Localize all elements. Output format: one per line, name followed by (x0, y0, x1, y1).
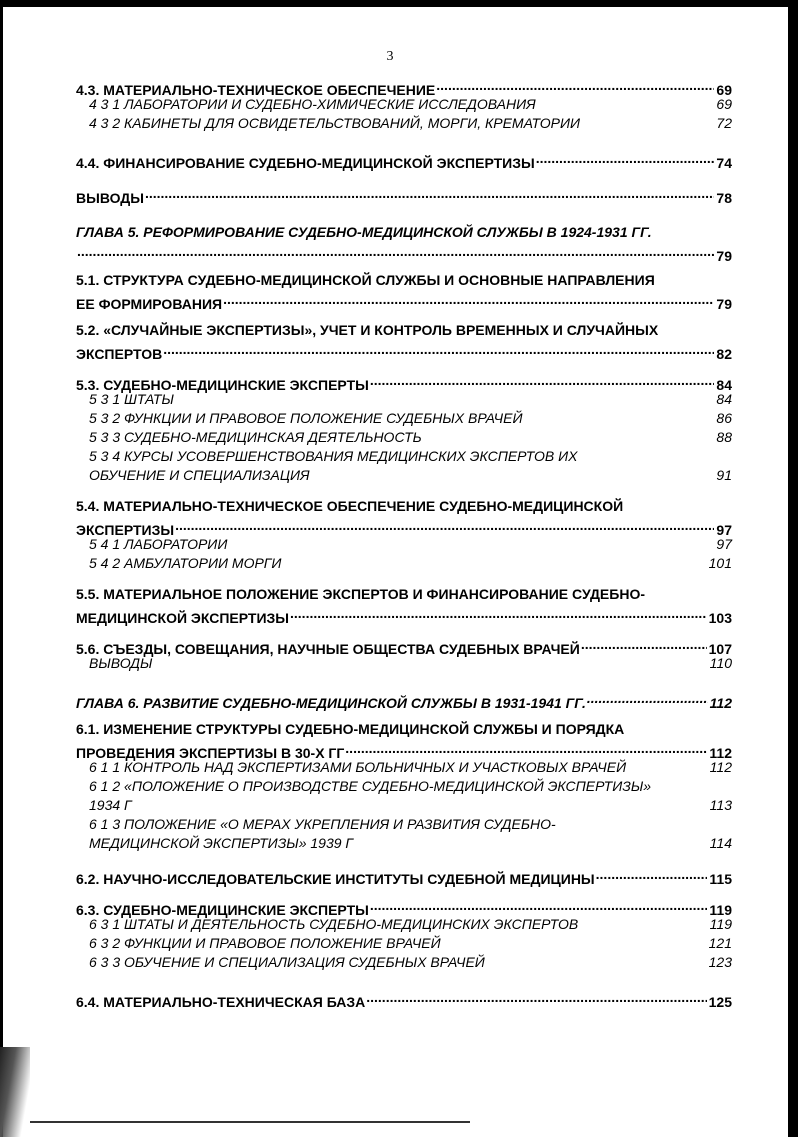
toc-subsection-5-3-2[interactable]: 5 3 2 ФУНКЦИИ И ПРАВОВОЕ ПОЛОЖЕНИЕ СУДЕБНЫХ ВРАЧЕЙ 86 (89, 410, 732, 426)
toc-conclusions-ch5[interactable]: ВЫВОДЫ 110 (89, 655, 732, 671)
toc-subsection-5-3-4[interactable]: 5 3 4 КУРСЫ УСОВЕРШЕНСТВОВАНИЯ МЕДИЦИНСКИХ ЭКСПЕРТОВ ИХ (89, 448, 578, 464)
toc-subsection-6-3-3[interactable]: 6 3 3 ОБУЧЕНИЕ И СПЕЦИАЛИЗАЦИЯ СУДЕБНЫХ ВРАЧЕЙ 123 (89, 954, 732, 970)
scan-border-top (0, 0, 798, 7)
toc-subsection-6-3-1[interactable]: 6 3 1 ШТАТЫ И ДЕЯТЕЛЬНОСТЬ СУДЕБНО-МЕДИЦИНСКИХ ЭКСПЕРТОВ 119 (89, 916, 732, 932)
scan-border-left (0, 0, 3, 1137)
toc-chapter-6[interactable]: ГЛАВА 6. РАЗВИТИЕ СУДЕБНО-МЕДИЦИНСКОЙ СЛУЖБЫ В 1931-1941 ГГ. ..... 112 (76, 689, 732, 708)
toc-subsection-5-3-4-cont: ОБУЧЕНИЕ И СПЕЦИАЛИЗАЦИЯ 91 (89, 467, 732, 483)
toc-subsection-4-3-2[interactable]: 4 3 2 КАБИНЕТЫ ДЛЯ ОСВИДЕТЕЛЬСТВОВАНИЙ, МОРГИ, КРЕМАТОРИИ 72 (89, 115, 732, 131)
toc-section-6-4[interactable]: 6.4. МАТЕРИАЛЬНО-ТЕХНИЧЕСКАЯ БАЗА ..... 125 (76, 988, 732, 1007)
toc-section-5-1[interactable]: 5.1. СТРУКТУРА СУДЕБНО-МЕДИЦИНСКОЙ СЛУЖБЫ И ОСНОВНЫЕ НАПРАВЛЕНИЯ (76, 272, 655, 288)
toc-section-6-2[interactable]: 6.2. НАУЧНО-ИССЛЕДОВАТЕЛЬСКИЕ ИНСТИТУТЫ СУДЕБНОЙ МЕДИЦИНЫ ..... 115 (76, 865, 732, 884)
toc-chapter-5-leader: ..... 79 (76, 242, 732, 261)
table-of-contents (76, 76, 732, 1010)
toc-section-6-3[interactable]: 6.3. СУДЕБНО-МЕДИЦИНСКИЕ ЭКСПЕРТЫ ..... 119 (76, 896, 732, 915)
toc-subsection-6-1-3-cont: МЕДИЦИНСКОЙ ЭКСПЕРТИЗЫ» 1939 Г 114 (89, 835, 732, 851)
toc-section-6-1[interactable]: 6.1. ИЗМЕНЕНИЕ СТРУКТУРЫ СУДЕБНО-МЕДИЦИНСКОЙ СЛУЖБЫ И ПОРЯДКА (76, 721, 625, 737)
scan-bottom-line (30, 1121, 470, 1123)
toc-conclusions-ch4[interactable]: ВЫВОДЫ ..... 78 (76, 184, 732, 203)
toc-subsection-6-1-3[interactable]: 6 1 3 ПОЛОЖЕНИЕ «О МЕРАХ УКРЕПЛЕНИЯ И РАЗВИТИЯ СУДЕБНО- (89, 816, 556, 832)
toc-subsection-6-1-2-cont: 1934 Г 113 (89, 797, 732, 813)
toc-section-5-3[interactable]: 5.3. СУДЕБНО-МЕДИЦИНСКИЕ ЭКСПЕРТЫ ..... 84 (76, 371, 732, 390)
toc-subsection-5-3-1[interactable]: 5 3 1 ШТАТЫ 84 (89, 391, 732, 407)
toc-chapter-5[interactable]: ГЛАВА 5. РЕФОРМИРОВАНИЕ СУДЕБНО-МЕДИЦИНСКОЙ СЛУЖБЫ В 1924-1931 ГГ. (76, 224, 652, 240)
toc-section-5-4-cont: ЭКСПЕРТИЗЫ ..... 97 (76, 516, 732, 535)
toc-section-5-1-cont: ЕЕ ФОРМИРОВАНИЯ ..... 79 (76, 290, 732, 309)
toc-subsection-5-3-3[interactable]: 5 3 3 СУДЕБНО-МЕДИЦИНСКАЯ ДЕЯТЕЛЬНОСТЬ 88 (89, 429, 732, 445)
toc-section-4-3[interactable]: 4.3. МАТЕРИАЛЬНО-ТЕХНИЧЕСКОЕ ОБЕСПЕЧЕНИЕ ..... 69 (76, 76, 732, 95)
scan-corner-shadow (0, 1047, 30, 1137)
toc-subsection-4-3-1[interactable]: 4 3 1 ЛАБОРАТОРИИ И СУДЕБНО-ХИМИЧЕСКИЕ ИССЛЕДОВАНИЯ 69 (89, 96, 732, 112)
toc-section-5-5[interactable]: 5.5. МАТЕРИАЛЬНОЕ ПОЛОЖЕНИЕ ЭКСПЕРТОВ И ФИНАНСИРОВАНИЕ СУДЕБНО- (76, 586, 645, 602)
page-number: 3 (386, 49, 394, 64)
toc-subsection-5-4-2[interactable]: 5 4 2 АМБУЛАТОРИИ МОРГИ 101 (89, 555, 732, 571)
scan-border-right (788, 0, 798, 1137)
toc-section-5-2-cont: ЭКСПЕРТОВ ..... 82 (76, 340, 732, 359)
toc-section-6-1-cont: ПРОВЕДЕНИЯ ЭКСПЕРТИЗЫ В 30-Х ГГ ..... 112 (76, 739, 732, 758)
toc-subsection-6-1-2[interactable]: 6 1 2 «ПОЛОЖЕНИЕ О ПРОИЗВОДСТВЕ СУДЕБНО-МЕДИЦИНСКОЙ ЭКСПЕРТИЗЫ» (89, 778, 652, 794)
toc-subsection-6-3-2[interactable]: 6 3 2 ФУНКЦИИ И ПРАВОВОЕ ПОЛОЖЕНИЕ ВРАЧЕЙ 121 (89, 935, 732, 951)
toc-section-5-5-cont: МЕДИЦИНСКОЙ ЭКСПЕРТИЗЫ ..... 103 (76, 604, 732, 623)
toc-section-5-2[interactable]: 5.2. «СЛУЧАЙНЫЕ ЭКСПЕРТИЗЫ», УЧЕТ И КОНТРОЛЬ ВРЕМЕННЫХ И СЛУЧАЙНЫХ (76, 322, 659, 338)
toc-subsection-5-4-1[interactable]: 5 4 1 ЛАБОРАТОРИИ 97 (89, 536, 732, 552)
toc-section-5-4[interactable]: 5.4. МАТЕРИАЛЬНО-ТЕХНИЧЕСКОЕ ОБЕСПЕЧЕНИЕ СУДЕБНО-МЕДИЦИНСКОЙ (76, 498, 624, 514)
toc-subsection-6-1-1[interactable]: 6 1 1 КОНТРОЛЬ НАД ЭКСПЕРТИЗАМИ БОЛЬНИЧНЫХ И УЧАСТКОВЫХ ВРАЧЕЙ 112 (89, 759, 732, 775)
toc-section-4-4[interactable]: 4.4. ФИНАНСИРОВАНИЕ СУДЕБНО-МЕДИЦИНСКОЙ ЭКСПЕРТИЗЫ ..... 74 (76, 149, 732, 168)
toc-section-5-6[interactable]: 5.6. СЪЕЗДЫ, СОВЕЩАНИЯ, НАУЧНЫЕ ОБЩЕСТВА СУДЕБНЫХ ВРАЧЕЙ ..... 107 (76, 635, 732, 654)
